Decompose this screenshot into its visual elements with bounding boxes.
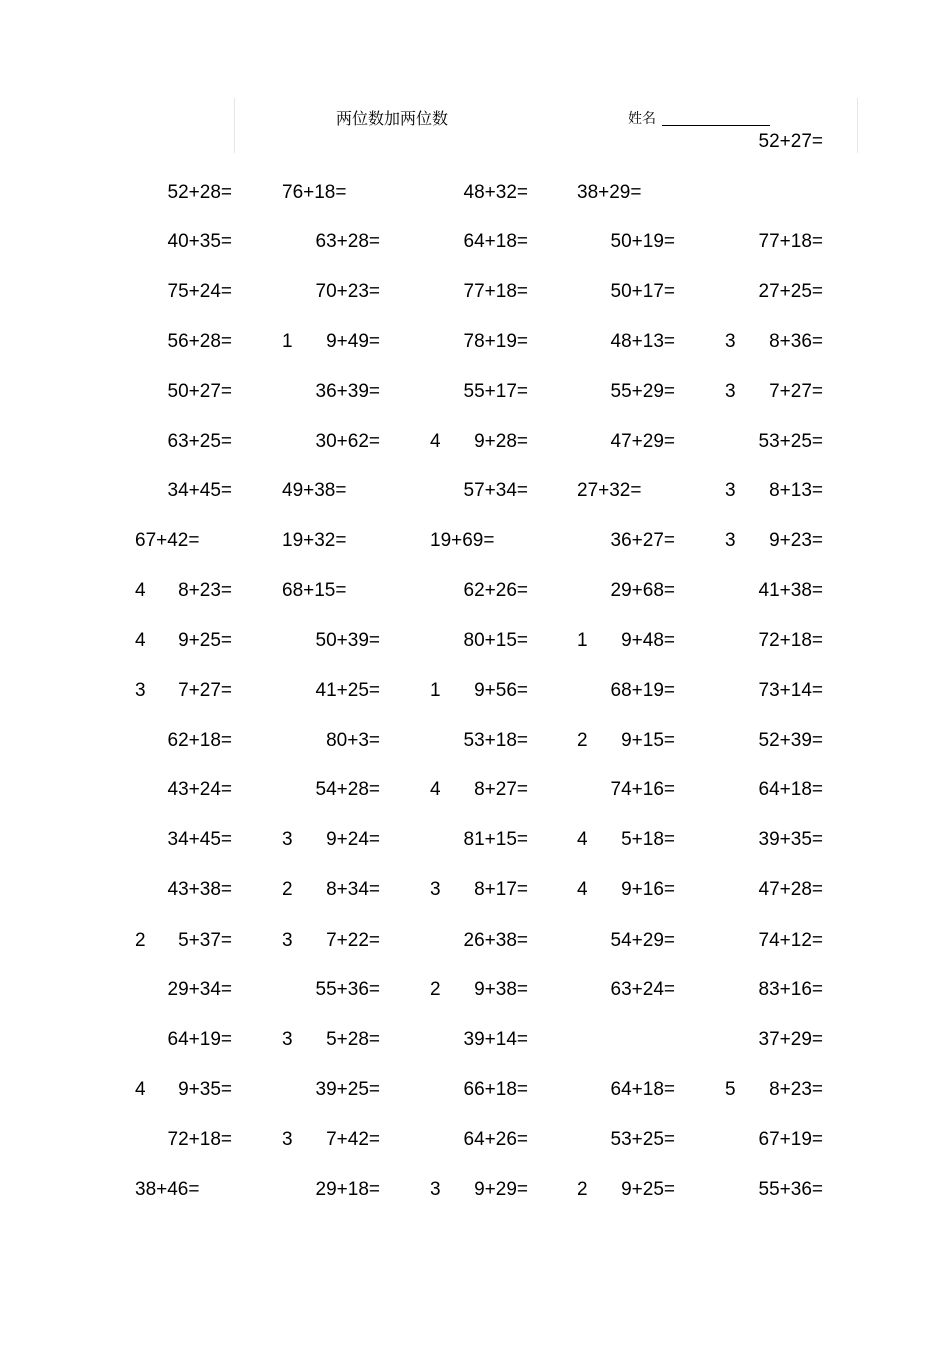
tens-digit: 2 <box>577 730 588 751</box>
expression-rest: 8+13= <box>769 480 823 501</box>
problem-r3-c5: 77+18= <box>758 231 823 252</box>
problem-r18-c5: 83+16= <box>758 979 823 1000</box>
problem-r8-c1: 34+45= <box>167 480 232 501</box>
tens-digit: 2 <box>577 1179 588 1200</box>
divider-right <box>857 98 858 153</box>
expression-rest: 7+22= <box>326 930 380 951</box>
expression-rest: 9+24= <box>326 829 380 850</box>
expression-rest: 5+37= <box>178 930 232 951</box>
problem-r6-c4: 55+29= <box>610 381 675 402</box>
problem-r4-c1: 75+24= <box>167 281 232 302</box>
problem-r11-c1 <box>135 630 232 652</box>
problem-r20-c4: 64+18= <box>610 1079 675 1100</box>
expression-rest: 8+36= <box>769 331 823 352</box>
problem-r9-c5 <box>725 530 823 552</box>
problem-r19-c3: 39+14= <box>463 1029 528 1050</box>
problem-r12-c1 <box>135 680 232 702</box>
tens-digit: 2 <box>430 979 441 1000</box>
problem-r4-c5: 27+25= <box>758 281 823 302</box>
problem-r7-c3 <box>430 431 528 453</box>
problem-r8-c3: 57+34= <box>463 480 528 501</box>
problem-r6-c3: 55+17= <box>463 381 528 402</box>
tens-digit: 4 <box>135 580 146 601</box>
problem-r7-c1: 63+25= <box>167 431 232 452</box>
problem-r16-c3 <box>430 879 528 901</box>
problem-r13-c1: 62+18= <box>167 730 232 751</box>
problem-r15-c5: 39+35= <box>758 829 823 850</box>
problem-r5-c5 <box>725 331 823 353</box>
problem-r6-c1: 50+27= <box>167 381 232 402</box>
expression-rest: 9+38= <box>474 979 528 1000</box>
expression-rest: 9+28= <box>474 431 528 452</box>
problem-r2-c3: 48+32= <box>463 182 528 203</box>
problem-r20-c3: 66+18= <box>463 1079 528 1100</box>
problem-r20-c1 <box>135 1079 232 1101</box>
expression-rest: 8+23= <box>178 580 232 601</box>
problem-r10-c3: 62+26= <box>463 580 528 601</box>
problem-r4-c3: 77+18= <box>463 281 528 302</box>
problem-r15-c3: 81+15= <box>463 829 528 850</box>
expression-rest: 9+15= <box>621 730 675 751</box>
problem-r9-c1: 67+42= <box>135 530 200 551</box>
problem-r4-c2: 70+23= <box>315 281 380 302</box>
problem-r10-c4: 29+68= <box>610 580 675 601</box>
tens-digit: 3 <box>430 879 441 900</box>
problem-r4-c4: 50+17= <box>610 281 675 302</box>
expression-rest: 7+27= <box>178 680 232 701</box>
problem-r10-c2: 68+15= <box>282 580 347 601</box>
problem-r18-c4: 63+24= <box>610 979 675 1000</box>
tens-digit: 2 <box>282 879 293 900</box>
expression-rest: 8+17= <box>474 879 528 900</box>
problem-r21-c5: 67+19= <box>758 1129 823 1150</box>
expression-rest: 9+56= <box>474 680 528 701</box>
problem-r12-c3 <box>430 680 528 702</box>
name-label: 姓名 <box>628 111 656 127</box>
problem-r21-c1: 72+18= <box>167 1129 232 1150</box>
problem-r11-c3: 80+15= <box>463 630 528 651</box>
problem-r13-c4 <box>577 730 675 752</box>
name-blank-line[interactable] <box>662 125 770 126</box>
tens-digit: 3 <box>135 680 146 701</box>
problem-r20-c2: 39+25= <box>315 1079 380 1100</box>
problem-r9-c4: 36+27= <box>610 530 675 551</box>
problem-r11-c5: 72+18= <box>758 630 823 651</box>
expression-rest: 9+48= <box>621 630 675 651</box>
problem-r16-c1: 43+38= <box>167 879 232 900</box>
problem-r7-c5: 53+25= <box>758 431 823 452</box>
problem-r16-c2 <box>282 879 380 901</box>
problem-r21-c4: 53+25= <box>610 1129 675 1150</box>
worksheet-title: 两位数加两位数 <box>336 109 449 128</box>
problem-r14-c2: 54+28= <box>315 779 380 800</box>
problem-r2-c2: 76+18= <box>282 182 347 203</box>
expression-rest: 9+16= <box>621 879 675 900</box>
problem-r20-c5 <box>725 1079 823 1101</box>
tens-digit: 3 <box>282 930 293 951</box>
problem-r17-c3: 26+38= <box>463 930 528 951</box>
problem-r16-c5: 47+28= <box>758 879 823 900</box>
problem-r22-c1: 38+46= <box>135 1179 200 1200</box>
expression-rest: 5+28= <box>326 1029 380 1050</box>
problem-r14-c1: 43+24= <box>167 779 232 800</box>
problem-r17-c2 <box>282 930 380 952</box>
problem-r17-c4: 54+29= <box>610 930 675 951</box>
expression-rest: 9+23= <box>769 530 823 551</box>
tens-digit: 4 <box>577 829 588 850</box>
problem-r6-c5 <box>725 381 823 403</box>
problem-r22-c3 <box>430 1179 528 1201</box>
problem-r15-c1: 34+45= <box>167 829 232 850</box>
problem-r21-c2 <box>282 1129 380 1151</box>
tens-digit: 3 <box>282 1029 293 1050</box>
tens-digit: 3 <box>725 381 736 402</box>
tens-digit: 2 <box>135 930 146 951</box>
tens-digit: 4 <box>430 779 441 800</box>
problem-r7-c2: 30+62= <box>315 431 380 452</box>
problem-r14-c3 <box>430 779 528 801</box>
problem-r2-c4: 38+29= <box>577 182 642 203</box>
divider-left <box>234 98 235 153</box>
problem-r19-c2 <box>282 1029 380 1051</box>
problem-r8-c5 <box>725 480 823 502</box>
problem-r16-c4 <box>577 879 675 901</box>
problem-r17-c1 <box>135 930 232 952</box>
problem-r12-c4: 68+19= <box>610 680 675 701</box>
problem-r13-c2: 80+3= <box>326 730 380 751</box>
problem-r5-c2 <box>282 331 380 353</box>
expression-rest: 8+34= <box>326 879 380 900</box>
expression-rest: 7+42= <box>326 1129 380 1150</box>
problem-r12-c2: 41+25= <box>315 680 380 701</box>
problem-r5-c3: 78+19= <box>463 331 528 352</box>
expression-rest: 7+27= <box>769 381 823 402</box>
problem-r15-c2 <box>282 829 380 851</box>
problem-r10-c5: 41+38= <box>758 580 823 601</box>
tens-digit: 4 <box>135 1079 146 1100</box>
tens-digit: 1 <box>430 680 441 701</box>
tens-digit: 3 <box>725 331 736 352</box>
problem-r18-c3 <box>430 979 528 1001</box>
problem-r5-c1: 56+28= <box>167 331 232 352</box>
expression-rest: 9+29= <box>474 1179 528 1200</box>
tens-digit: 3 <box>282 829 293 850</box>
problem-r12-c5: 73+14= <box>758 680 823 701</box>
problem-r13-c5: 52+39= <box>758 730 823 751</box>
tens-digit: 3 <box>725 530 736 551</box>
problem-r18-c1: 29+34= <box>167 979 232 1000</box>
expression-rest: 8+27= <box>474 779 528 800</box>
tens-digit: 4 <box>135 630 146 651</box>
expression-rest: 5+18= <box>621 829 675 850</box>
problem-r15-c4 <box>577 829 675 851</box>
problem-r8-c2: 49+38= <box>282 480 347 501</box>
tens-digit: 4 <box>577 879 588 900</box>
problem-r3-c2: 63+28= <box>315 231 380 252</box>
problem-r5-c4: 48+13= <box>610 331 675 352</box>
problem-r13-c3: 53+18= <box>463 730 528 751</box>
expression-rest: 9+25= <box>178 630 232 651</box>
problem-r6-c2: 36+39= <box>315 381 380 402</box>
problem-r3-c3: 64+18= <box>463 231 528 252</box>
expression-rest: 9+25= <box>621 1179 675 1200</box>
problem-r19-c1: 64+19= <box>167 1029 232 1050</box>
problem-r21-c3: 64+26= <box>463 1129 528 1150</box>
tens-digit: 1 <box>577 630 588 651</box>
problem-r19-c5: 37+29= <box>758 1029 823 1050</box>
tens-digit: 3 <box>725 480 736 501</box>
problem-r22-c4 <box>577 1179 675 1201</box>
tens-digit: 4 <box>430 431 441 452</box>
expression-rest: 9+35= <box>178 1079 232 1100</box>
problem-r17-c5: 74+12= <box>758 930 823 951</box>
problem-r22-c2: 29+18= <box>315 1179 380 1200</box>
problem-r18-c2: 55+36= <box>315 979 380 1000</box>
problem-r10-c1 <box>135 580 232 602</box>
tens-digit: 5 <box>725 1079 736 1100</box>
problem-r9-c2: 19+32= <box>282 530 347 551</box>
problem-r7-c4: 47+29= <box>610 431 675 452</box>
problem-r3-c1: 40+35= <box>167 231 232 252</box>
problem-r14-c5: 64+18= <box>758 779 823 800</box>
tens-digit: 3 <box>282 1129 293 1150</box>
problem-r2-c1: 52+28= <box>167 182 232 203</box>
tens-digit: 1 <box>282 331 293 352</box>
problem-r8-c4: 27+32= <box>577 480 642 501</box>
problem-r14-c4: 74+16= <box>610 779 675 800</box>
problem-r9-c3: 19+69= <box>430 530 495 551</box>
expression-rest: 9+49= <box>326 331 380 352</box>
problem-r11-c4 <box>577 630 675 652</box>
tens-digit: 3 <box>430 1179 441 1200</box>
problem-r22-c5: 55+36= <box>758 1179 823 1200</box>
problem-r1-c5: 52+27= <box>758 131 823 152</box>
expression-rest: 8+23= <box>769 1079 823 1100</box>
problem-r3-c4: 50+19= <box>610 231 675 252</box>
problem-r11-c2: 50+39= <box>315 630 380 651</box>
